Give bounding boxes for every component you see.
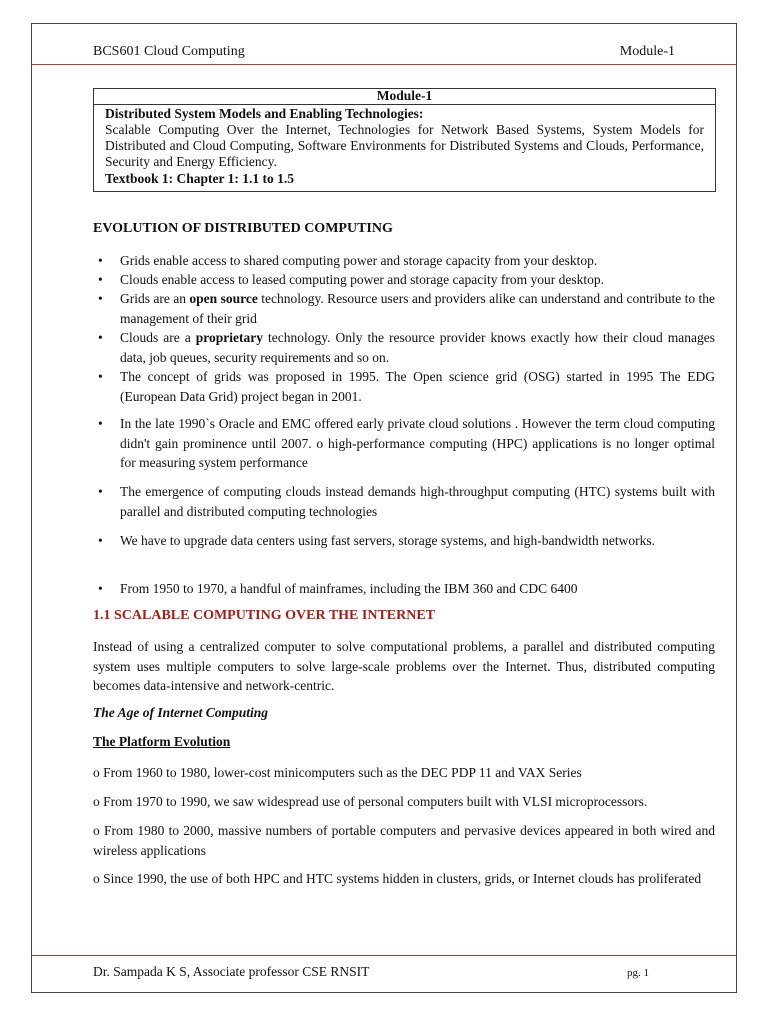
header-rule [31, 64, 737, 65]
platform-item: o From 1970 to 1990, we saw widespread use of personal computers built with VLSI microprocessors. [93, 794, 648, 809]
module-box-title: Module-1 [94, 89, 715, 105]
course-title: BCS601 Cloud Computing [93, 44, 245, 59]
bullet-text: technology. Only the resource provider knows exactly how their cloud manages data, job queues, security requirements and so on. [120, 330, 715, 365]
module-label: Module-1 [619, 44, 675, 59]
bullet-item [93, 328, 715, 367]
page-header [93, 44, 675, 60]
platform-item: o From 1980 to 2000, massive numbers of portable computers and pervasive devices appeared in both wired and wireless applications [93, 823, 715, 858]
module-box-text: Scalable Computing Over the Internet, Technologies for Network Based Systems, System Models for Distributed and Cloud Computing, Software Environments for Distributed Systems and Clouds, Performance, Security and Energy Efficiency. [105, 122, 704, 169]
page-number: pg. 1 [627, 967, 649, 979]
footer-rule [31, 955, 737, 956]
bullet-item [93, 289, 715, 328]
platform-item: o Since 1990, the use of both HPC and HTC systems hidden in clusters, grids, or Internet clouds has proliferated [93, 871, 702, 886]
bullet-text: Grids are an [120, 291, 190, 306]
footer-author: Dr. Sampada K S, Associate professor CSE RNSIT [93, 964, 370, 979]
module-box-heading: Distributed System Models and Enabling Technologies: [105, 106, 424, 121]
bullet-item: • We have to upgrade data centers using fast servers, storage systems, and high-bandwidth networks. [93, 531, 715, 551]
bullet-item: • Grids enable access to shared computing power and storage capacity from your desktop. [93, 251, 715, 271]
bullet-emphasis: proprietary [195, 330, 264, 345]
module-summary-box [93, 88, 716, 192]
bullet-item: • In the late 1990`s Oracle and EMC offered early private cloud solutions . However the term cloud computing didn't gain prominence until 2007. o high-performance computing (HPC) applications is no longer optimal for measuring system performance [93, 414, 715, 473]
platform-heading: The Platform Evolution [93, 734, 231, 749]
bullet-item: • Clouds enable access to leased computing power and storage capacity from your desktop. [93, 270, 715, 290]
bullet-text: Clouds are a [120, 330, 196, 345]
page-footer [93, 964, 675, 980]
age-heading: The Age of Internet Computing [93, 705, 269, 720]
evolution-heading: EVOLUTION OF DISTRIBUTED COMPUTING [93, 221, 393, 236]
bullet-item: • From 1950 to 1970, a handful of mainframes, including the IBM 360 and CDC 6400 [93, 579, 715, 599]
platform-item: o From 1960 to 1980, lower-cost minicomputers such as the DEC PDP 11 and VAX Series [93, 765, 582, 780]
bullet-text: technology. Resource users and providers alike can understand and contribute to the management of their grid [120, 291, 715, 326]
bullet-item: • The concept of grids was proposed in 1995. The Open science grid (OSG) started in 1995 The EDG (European Data Grid) project began in 2001. [93, 367, 715, 406]
module-box-body [94, 105, 715, 187]
module-box-textbook: Textbook 1: Chapter 1: 1.1 to 1.5 [105, 171, 295, 186]
section-heading: 1.1 SCALABLE COMPUTING OVER THE INTERNET [93, 608, 436, 623]
bullet-item: • The emergence of computing clouds instead demands high-throughput computing (HTC) systems built with parallel and distributed computing technologies [93, 482, 715, 521]
intro-paragraph: Instead of using a centralized computer to solve computational problems, a parallel and distributed computing system uses multiple computers to solve large-scale problems over the Internet. Thus, distributed computing becomes data-intensive and network-centric. [93, 639, 715, 693]
bullet-emphasis: open source [189, 291, 258, 306]
